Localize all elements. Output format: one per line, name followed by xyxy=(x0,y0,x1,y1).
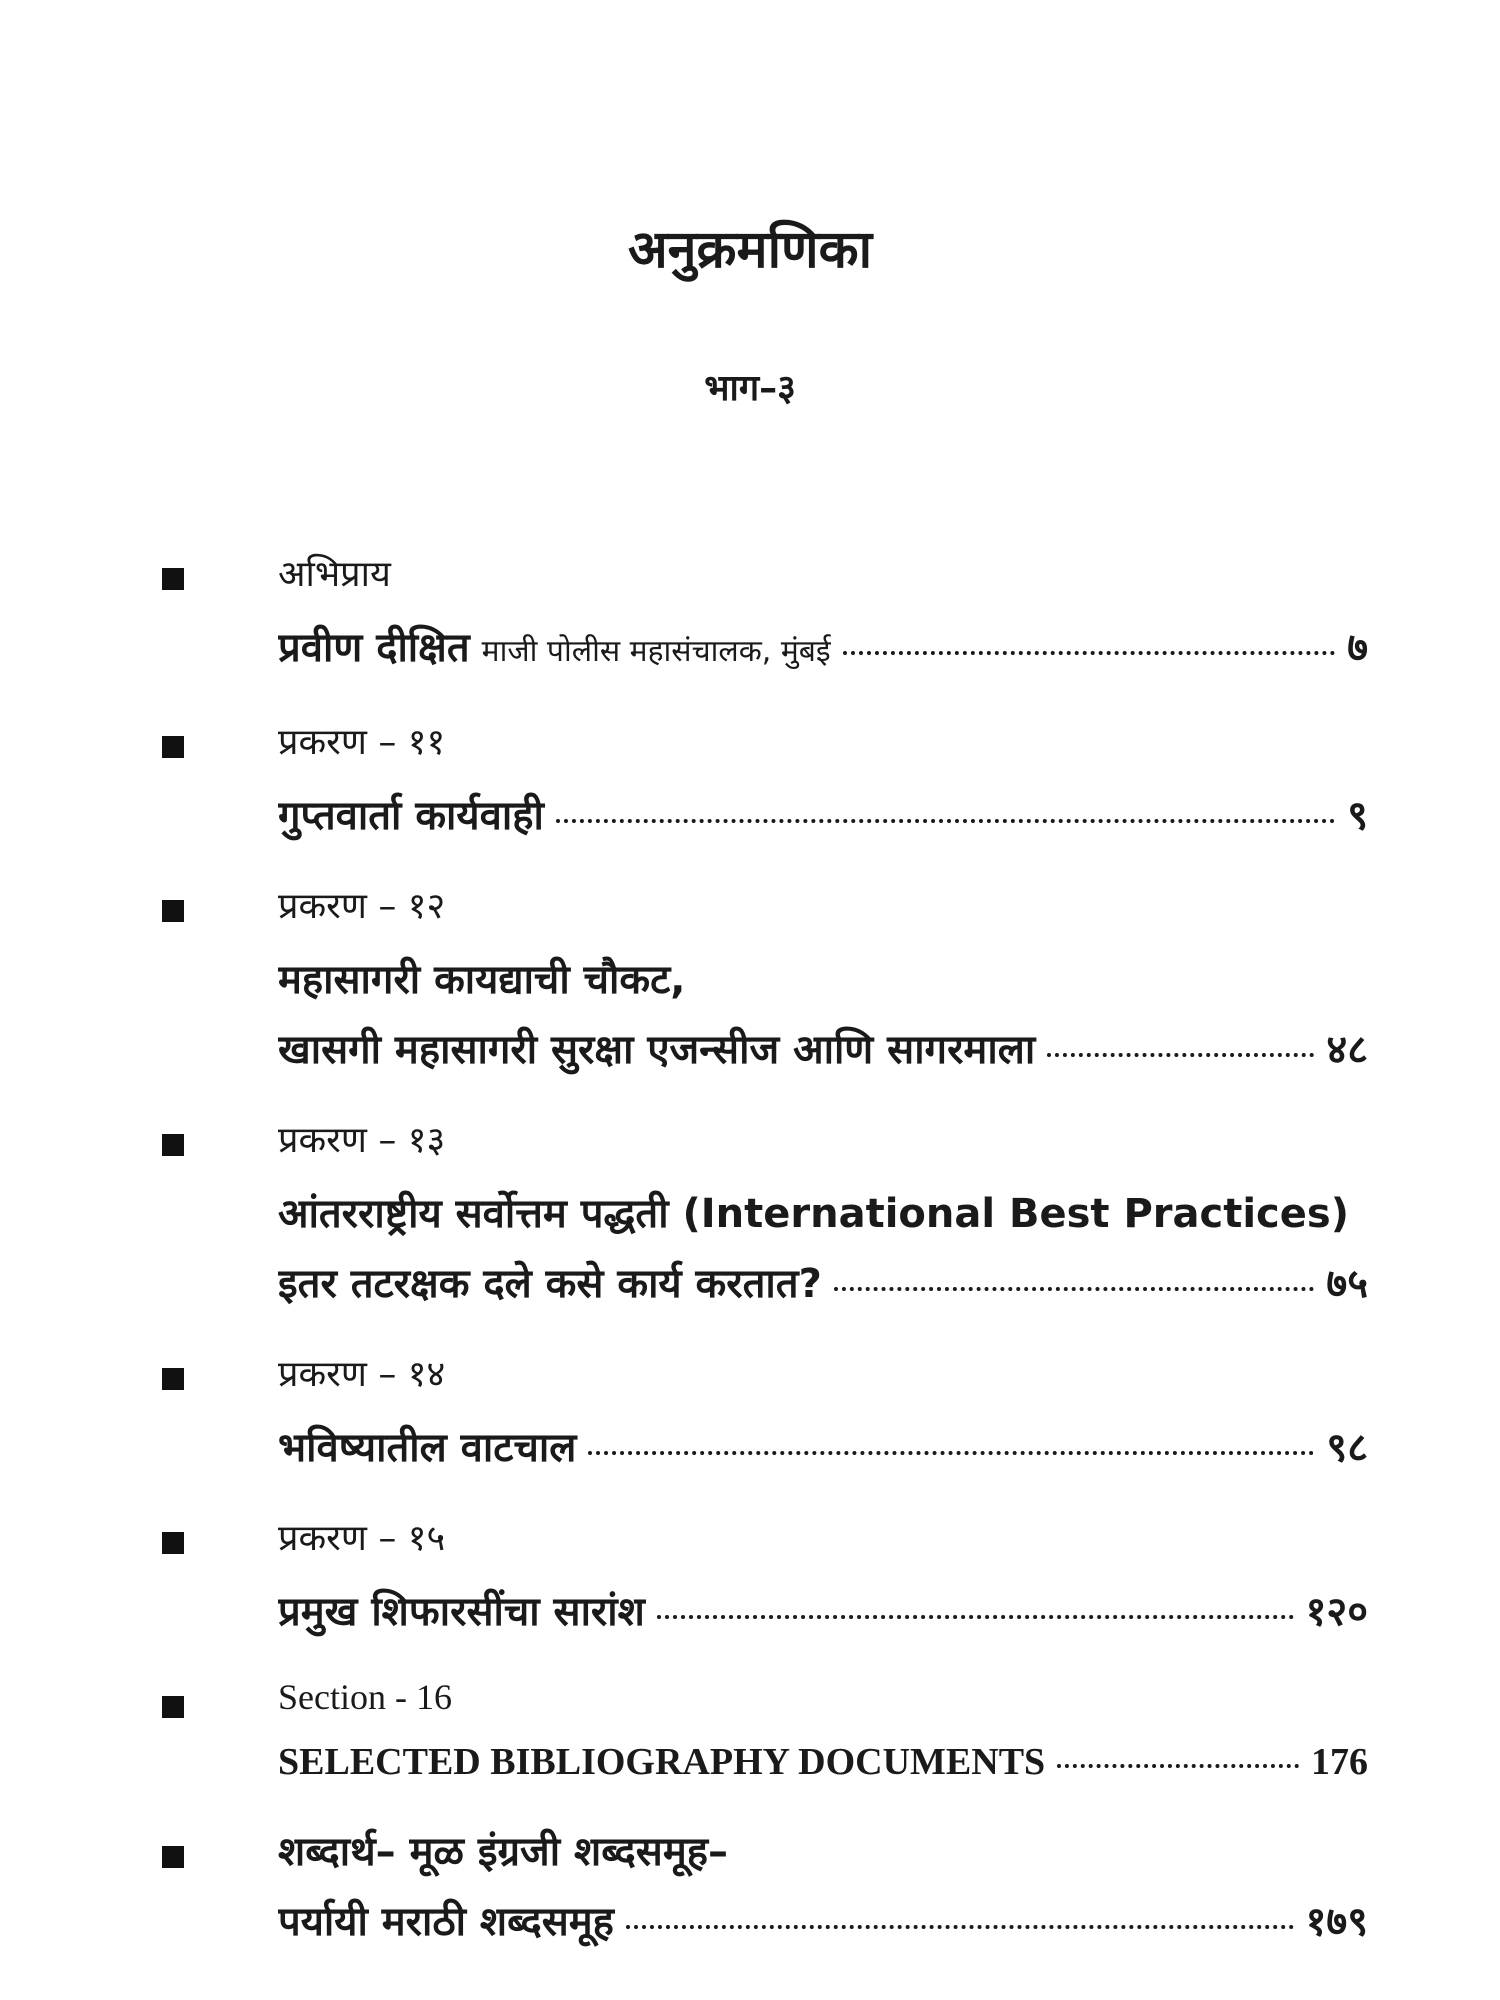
entry-label: प्रकरण – ११ xyxy=(278,722,446,763)
page-number: ९ xyxy=(1347,793,1368,839)
toc-line[interactable] xyxy=(278,618,1368,673)
page-number: ७ xyxy=(1347,625,1368,671)
page-number: 176 xyxy=(1311,1741,1368,1783)
entry-title: प्रमुख शिफारसींचा सारांश xyxy=(278,1589,645,1635)
toc-line[interactable] xyxy=(278,1582,1368,1637)
page-number: १२० xyxy=(1305,1589,1368,1635)
bullet-square-icon xyxy=(162,1696,184,1718)
page-number: १७९ xyxy=(1305,1899,1368,1945)
entry-label: प्रकरण – १५ xyxy=(278,1518,446,1559)
toc-line[interactable] xyxy=(278,1254,1368,1309)
entry-title: SELECTED BIBLIOGRAPHY DOCUMENTS xyxy=(278,1741,1046,1783)
page-number: ९८ xyxy=(1326,1425,1368,1471)
entry-title: प्रवीण दीक्षित xyxy=(278,625,470,671)
leader-dots xyxy=(834,1287,1315,1291)
entry-title-line: आंतरराष्ट्रीय सर्वोत्तम पद्धती (International Best Practices) xyxy=(278,1191,1349,1237)
bullet-square-icon xyxy=(162,1532,184,1554)
entry-title-line: महासागरी कायद्याची चौकट, xyxy=(278,957,686,1003)
leader-dots xyxy=(1047,1053,1314,1057)
toc-line[interactable] xyxy=(278,1892,1368,1947)
entry-subtitle: माजी पोलीस महासंचालक, मुंबई xyxy=(481,634,831,669)
page-number: ४८ xyxy=(1326,1027,1368,1073)
entry-title: इतर तटरक्षक दले कसे कार्य करतात? xyxy=(278,1261,822,1307)
bullet-square-icon xyxy=(162,568,184,590)
toc-line[interactable] xyxy=(278,1740,1368,1784)
entry-title: भविष्यातील वाटचाल xyxy=(278,1425,577,1471)
entry-label: अभिप्राय xyxy=(278,554,391,595)
part-heading: भाग–३ xyxy=(704,368,796,409)
toc-line[interactable] xyxy=(278,786,1368,841)
leader-dots xyxy=(626,1925,1294,1929)
bullet-square-icon xyxy=(162,1846,184,1868)
entry-title: गुप्तवार्ता कार्यवाही xyxy=(278,793,544,839)
entry-title: खासगी महासागरी सुरक्षा एजन्सीज आणि सागरमाला xyxy=(278,1027,1036,1073)
toc-line[interactable] xyxy=(278,1020,1368,1075)
bullet-square-icon xyxy=(162,1134,184,1156)
entry-label: प्रकरण – १४ xyxy=(278,1354,446,1395)
leader-dots xyxy=(556,819,1335,823)
entry-label: प्रकरण – १३ xyxy=(278,1120,446,1161)
entry-label: प्रकरण – १२ xyxy=(278,886,446,927)
bullet-square-icon xyxy=(162,1368,184,1390)
leader-dots xyxy=(843,651,1336,655)
bullet-square-icon xyxy=(162,736,184,758)
leader-dots xyxy=(657,1615,1294,1619)
bullet-square-icon xyxy=(162,900,184,922)
entry-title-line: शब्दार्थ– मूळ इंग्रजी शब्दसमूह– xyxy=(278,1829,728,1875)
entry-label: Section - 16 xyxy=(278,1677,452,1717)
page-title: अनुक्रमणिका xyxy=(627,220,873,280)
page-number: ७५ xyxy=(1326,1261,1368,1307)
toc-line[interactable] xyxy=(278,1418,1368,1473)
leader-dots xyxy=(588,1451,1314,1455)
entry-title: पर्यायी मराठी शब्दसमूह xyxy=(278,1899,614,1945)
leader-dots xyxy=(1057,1764,1299,1768)
